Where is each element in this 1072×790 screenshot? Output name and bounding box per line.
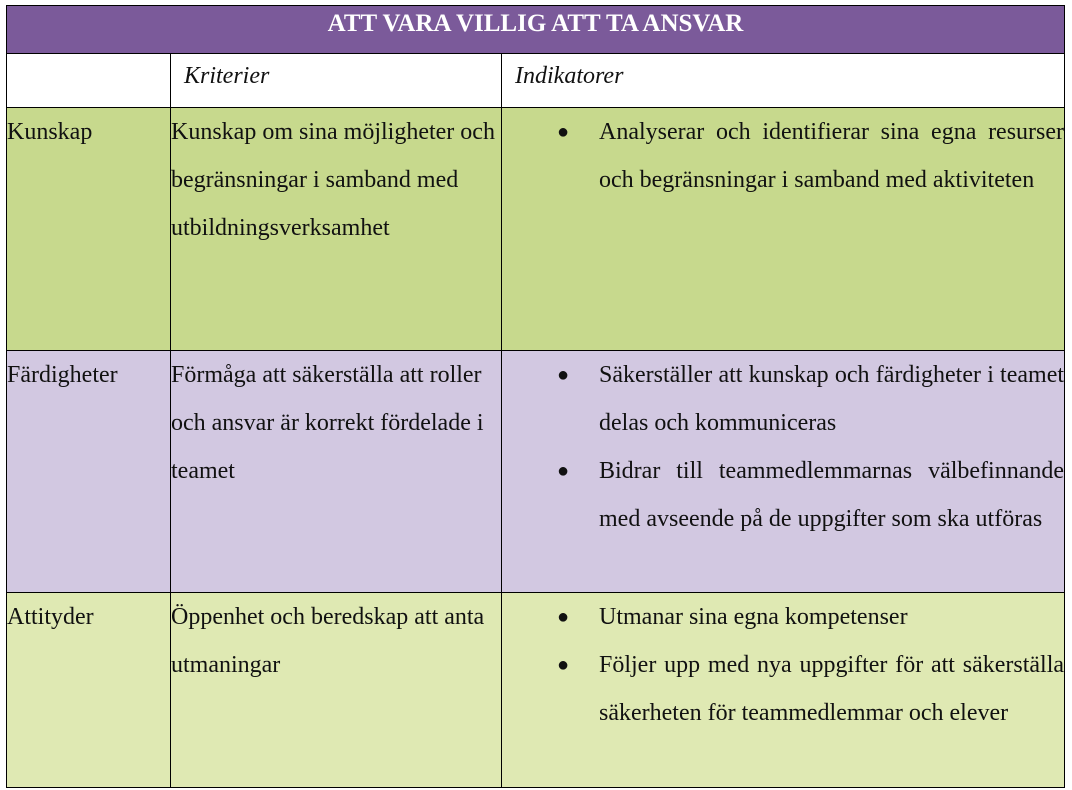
header-row: [7, 54, 1065, 108]
title-row: [7, 6, 1065, 54]
table-row: [7, 108, 1065, 351]
bullet-icon: ●: [557, 654, 570, 676]
category-kunskap: Kunskap: [7, 108, 171, 351]
indicators-kunskap: [502, 108, 1065, 351]
header-indikatorer: Indikatorer: [502, 54, 1065, 108]
indicator-item: ● Bidrar till teammedlemmarnas välbefinnande med avseende på de uppgifter som ska utföras: [502, 447, 1064, 543]
indicator-item: ● Utmanar sina egna kompetenser: [502, 593, 1064, 641]
table-row: [7, 593, 1065, 788]
indicator-item: ● Analyserar och identifierar sina egna resurser och begränsningar i samband med aktiviteten: [502, 108, 1064, 204]
category-fardigheter: Färdigheter: [7, 351, 171, 593]
table-title: ATT VARA VILLIG ATT TA ANSVAR: [7, 6, 1065, 54]
table-row: [7, 351, 1065, 593]
criteria-fardigheter: Förmåga att säkerställa att roller och ansvar är korrekt fördelade i teamet: [171, 351, 502, 593]
indicator-item: ● Följer upp med nya uppgifter för att säkerställa säkerheten för teammedlemmar och elever: [502, 641, 1064, 737]
indicator-item: ● Säkerställer att kunskap och färdigheter i teamet delas och kommuniceras: [502, 351, 1064, 447]
criteria-kunskap: Kunskap om sina möjligheter och begränsningar i samband med utbildningsverksamhet: [171, 108, 502, 351]
bullet-icon: ●: [557, 460, 570, 482]
bullet-icon: ●: [557, 606, 570, 628]
indicators-attityder: [502, 593, 1065, 788]
header-empty-cell: [7, 54, 171, 108]
category-attityder: Attityder: [7, 593, 171, 788]
header-kriterier: Kriterier: [171, 54, 502, 108]
criteria-attityder: Öppenhet och beredskap att anta utmaningar: [171, 593, 502, 788]
bullet-icon: ●: [557, 121, 570, 143]
responsibility-table: [6, 5, 1065, 788]
bullet-icon: ●: [557, 364, 570, 386]
indicators-fardigheter: [502, 351, 1065, 593]
